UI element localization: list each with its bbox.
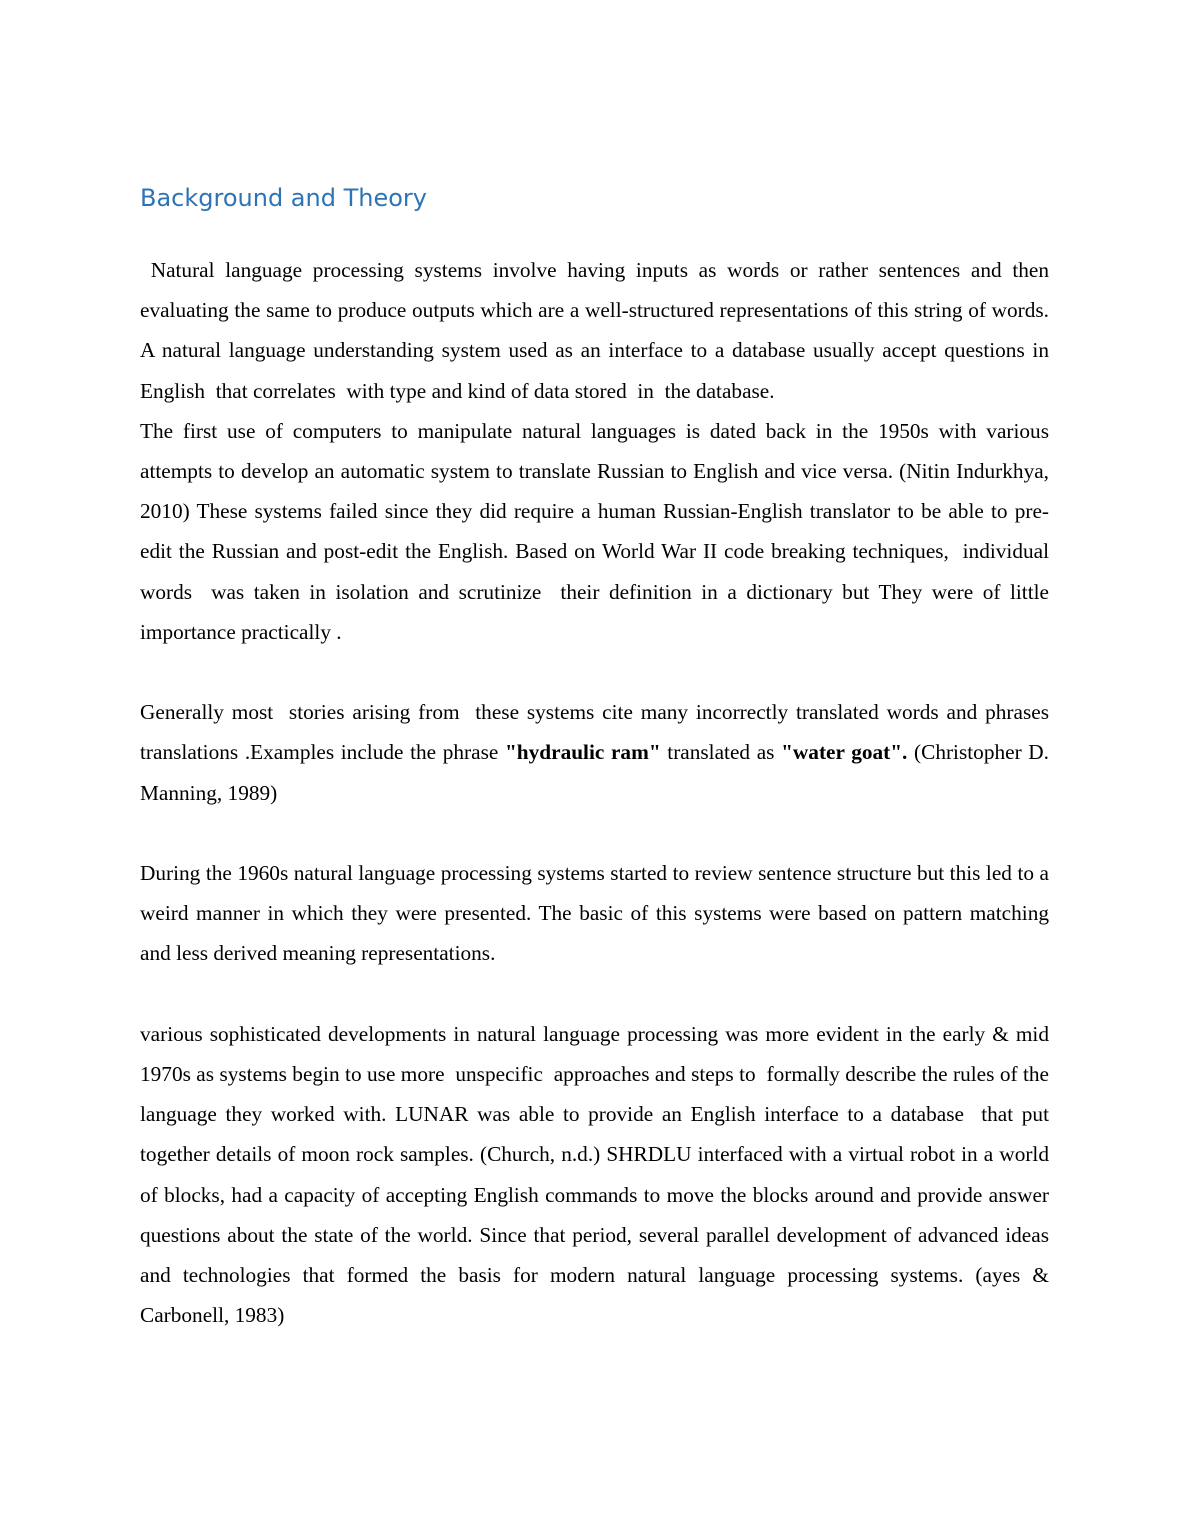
paragraph-1970s: various sophisticated developments in natural language processing was more evident in the early & mid 1970s as systems begin to use more unspecific approaches and steps to formally describe the rules of the language they worked with. LUNAR was able to provide an English interface to a database that put together details of moon rock samples. (Church, n.d.) SHRDLU interfaced with a virtual robot in a world of blocks, had a capacity of accepting English commands to move the blocks around and provide answer questions about the state of the world. Since that period, several parallel development of advanced ideas and technologies that formed the basis for modern natural language processing systems. (ayes & Carbonell, 1983) [140, 1021, 1055, 1328]
paragraph-translations [140, 692, 1055, 813]
blank-line [140, 813, 1049, 853]
paragraph-1960s: During the 1960s natural language processing systems started to review sentence structure but this led to a weird manner in which they were presented. The basic of this systems were based on pattern matching and less derived meaning representations. [140, 861, 1055, 966]
bold-phrase-hydraulic-ram: "hydraulic ram" [504, 740, 661, 765]
document-body [140, 250, 1060, 1335]
blank-line [140, 974, 1049, 1014]
paragraph-1950s: The first use of computers to manipulate natural languages is dated back in the 1950s with various attempts to develop an automatic system to translate Russian to English and vice versa. (Nitin Indurkhya, 2010) These systems failed since they did require a human Russian-English translator to be able to pre-edit the Russian and post-edit the English. Based on World War II code breaking techniques, individual words was taken in isolation and scrutinize their definition in a dictionary but They were of little importance practically . [140, 418, 1060, 644]
paragraph-translations-citation: (Christopher D. Manning, 1989) [140, 740, 1055, 805]
bold-phrase-water-goat: "water goat". [781, 740, 908, 765]
blank-line [140, 652, 1049, 692]
paragraph-translations-text: Generally most stories arising from these systems cite many incorrectly translated words and phrases translations .Examples include the phrase [140, 700, 1055, 765]
paragraph-intro: Natural language processing systems involve having inputs as words or rather sentences and then evaluating the same to produce outputs which are a well-structured representations of this string of words. A natural language understanding system used as an interface to a database usually accept questions in English that correlates with type and kind of data stored in the database. [140, 258, 1055, 403]
section-heading: Background and Theory [140, 184, 427, 212]
paragraph-translations-text: translated as [660, 740, 782, 765]
